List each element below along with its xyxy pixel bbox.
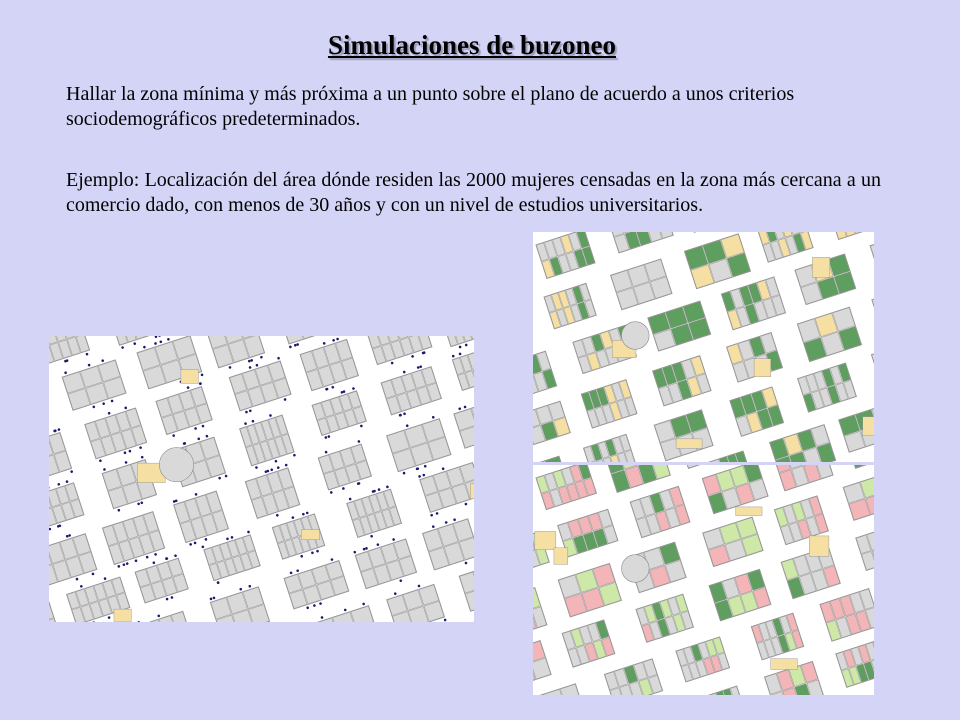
city-blocks <box>533 465 874 695</box>
slide-title: Simulaciones de buzoneo <box>327 30 617 60</box>
city-blocks <box>49 336 474 622</box>
street-map-points <box>49 336 474 622</box>
street-map-selected-zone <box>533 232 874 462</box>
street-map-classified-zone <box>533 465 874 695</box>
objective-paragraph: Hallar la zona mínima y más próxima a un punto sobre el plano de acuerdo a unos criterios sociodemográficos predeterminados. <box>66 83 795 130</box>
example-paragraph: Ejemplo: Localización del área dónde residen las 2000 mujeres censadas en la zona más cercana a un comercio dado, con menos de 30 años y con un nivel de estudios universitarios. <box>66 169 881 216</box>
street-map-points-canvas <box>49 336 474 622</box>
street-map-selected-zone-canvas <box>533 232 874 462</box>
street-map-classified-zone-canvas <box>533 465 874 695</box>
